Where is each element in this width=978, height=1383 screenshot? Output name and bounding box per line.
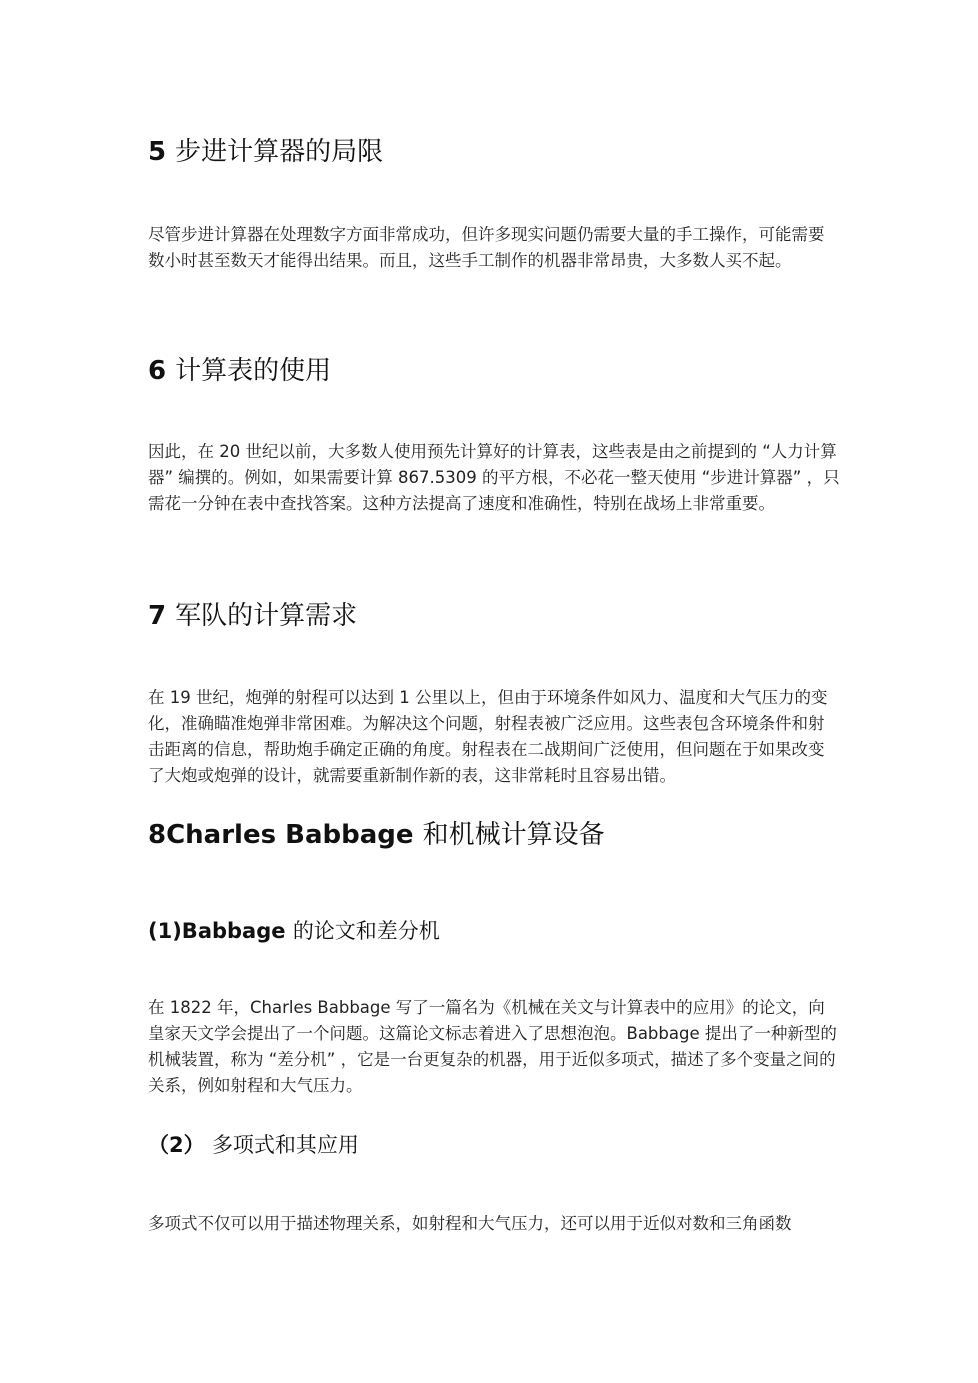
section-6-paragraph: 因此，在 20 世纪以前，大多数人使用预先计算好的计算表，这些表是由之前提到的 “人力计算器” 编撰的。例如，如果需要计算 867.5309 的平方根，不必花一整天使用 “步进计算器” ，只需花一分钟在表中查找答案。这种方法提高了速度和准确性，特别在战场上非常重要。 — [148, 442, 840, 513]
section-title: 和机械计算设备 — [422, 820, 605, 850]
section-title: 计算表的使用 — [175, 356, 332, 386]
subsection-1-heading — [148, 917, 440, 945]
section-6-heading — [148, 355, 331, 387]
section-number: 6 — [148, 356, 167, 386]
subsection-title: 多项式和其应用 — [211, 1133, 359, 1157]
section-title: 步进计算器的局限 — [175, 137, 384, 167]
section-number: 8Charles Babbage — [148, 820, 414, 850]
subsection-title: 的论文和差分机 — [292, 919, 440, 943]
subsection-number: （2） — [148, 1133, 205, 1157]
subsection-2-paragraph: 多项式不仅可以用于描述物理关系，如射程和大气压力，还可以用于近似对数和三角函数 — [148, 1214, 792, 1233]
section-title: 军队的计算需求 — [175, 601, 358, 631]
section-7-paragraph: 在 19 世纪，炮弹的射程可以达到 1 公里以上，但由于环境条件如风力、温度和大气压力的变化，准确瞄准炮弹非常困难。为解决这个问题，射程表被广泛应用。这些表包含环境条件和射击距离的信息，帮助炮手确定正确的角度。射程表在二战期间广泛使用，但问题在于如果改变了大炮或炮弹的设计，就需要重新制作新的表，这非常耗时且容易出错。 — [148, 688, 828, 785]
section-5-heading — [148, 136, 383, 168]
section-8-heading — [148, 819, 605, 851]
section-number: 7 — [148, 601, 167, 631]
subsection-2-heading — [148, 1131, 359, 1159]
section-number: 5 — [148, 137, 167, 167]
section-7-heading — [148, 600, 357, 632]
subsection-number: (1)Babbage — [148, 919, 286, 943]
section-5-paragraph: 尽管步进计算器在处理数字方面非常成功，但许多现实问题仍需要大量的手工操作，可能需要数小时甚至数天才能得出结果。而且，这些手工制作的机器非常昂贵，大多数人买不起。 — [148, 225, 825, 270]
subsection-1-paragraph: 在 1822 年，Charles Babbage 写了一篇名为《机械在关文与计算表中的应用》的论文，向皇家天文学会提出了一个问题。这篇论文标志着进入了思想泡泡。Babbage 提出了一种新型的机械装置，称为 “差分机” ，它是一台更复杂的机器，用于近似多项式，描述了多个变量之间的关系，例如射程和大气压力。 — [148, 998, 837, 1095]
